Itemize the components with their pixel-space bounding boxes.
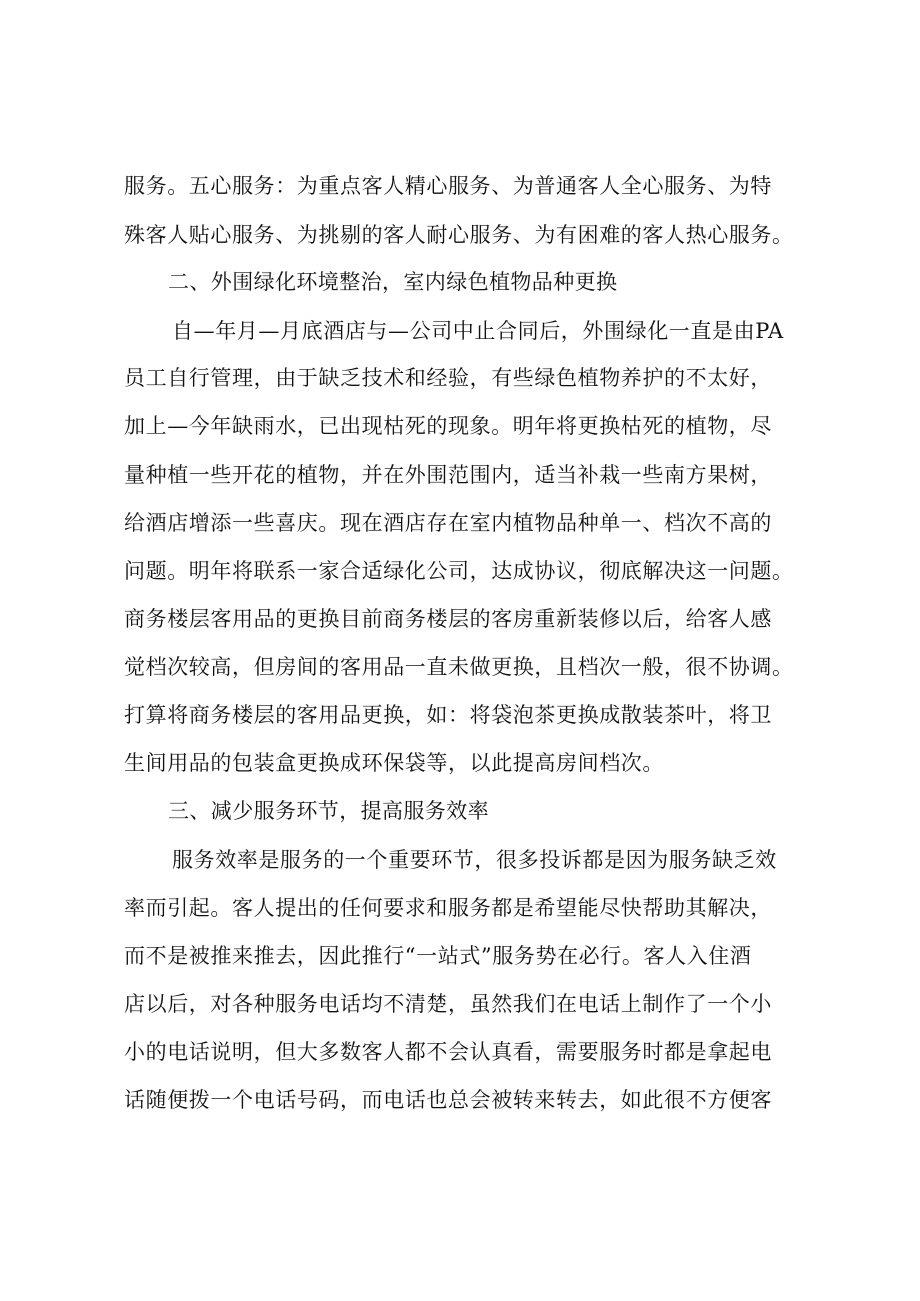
text-line: 而不是被推来推去，因此推行“一站式”服务势在必行。客人入住酒: [124, 944, 752, 968]
text-line: 商务楼层客用品的更换目前商务楼层的客房重新装修以后，给客人感: [124, 607, 772, 631]
text-line: 率而引起。客人提出的任何要求和服务都是希望能尽快帮助其解决，: [124, 896, 772, 920]
text-line: 加上—今年缺雨水，已出现枯死的现象。明年将更换枯死的植物，尽: [124, 414, 772, 438]
text-line: 问题。明年将联系一家合适绿化公司，达成协议，彻底解决这一问题。: [124, 559, 794, 583]
text-line: 小的电话说明，但大多数客人都不会认真看，需要服务时都是拿起电: [124, 1040, 772, 1064]
text-line: 量种植一些开花的植物，并在外围范围内，适当补栽一些南方果树，: [124, 463, 772, 487]
text-line: 服务。五心服务：为重点客人精心服务、为普通客人全心服务、为特: [124, 174, 772, 198]
section-heading: 三、减少服务环节，提高服务效率: [168, 799, 489, 823]
text-line: 话随便拨一个电话号码，而电话也总会被转来转去，如此很不方便客: [124, 1088, 772, 1112]
text-line: 生间用品的包装盒更换成环保袋等，以此提高房间档次。: [124, 751, 664, 775]
text-line: 店以后，对各种服务电话均不清楚，虽然我们在电话上制作了一个小: [124, 992, 772, 1016]
section-heading: 二、外围绿化环境整治，室内绿色植物品种更换: [168, 270, 618, 294]
text-line: 给酒店增添一些喜庆。现在酒店存在室内植物品种单一、档次不高的: [124, 511, 772, 535]
text-line: 服务效率是服务的一个重要环节，很多投诉都是因为服务缺乏效: [172, 848, 777, 872]
text-line: 殊客人贴心服务、为挑剔的客人耐心服务、为有困难的客人热心服务。: [124, 223, 794, 247]
text-line: 觉档次较高，但房间的客用品一直未做更换，且档次一般，很不协调。: [124, 655, 794, 679]
text-line: 员工自行管理，由于缺乏技术和经验，有些绿色植物养护的不太好，: [124, 366, 772, 390]
text-line: 自—年月—月底酒店与—公司中止合同后，外围绿化一直是由PA: [172, 319, 784, 343]
text-line: 打算将商务楼层的客用品更换，如：将袋泡茶更换成散装茶叶，将卫: [124, 703, 772, 727]
